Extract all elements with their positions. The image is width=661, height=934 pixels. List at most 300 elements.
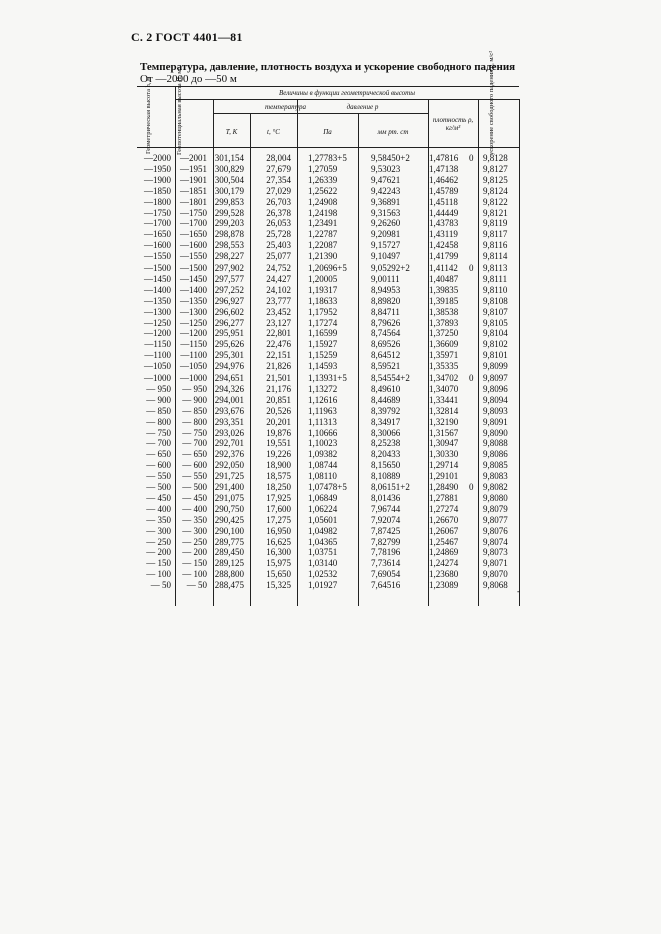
density-marker: 0 [469,153,474,163]
table-cell: 9,26260 [371,218,401,229]
table-cell: 9,8091 [483,416,508,427]
table-row [137,581,519,589]
header-gravity: ускорение свободного падения g, м/с² [488,50,495,155]
table-cell: 18,575 [266,471,291,482]
table-cell: 9,8073 [483,547,508,558]
table-cell: —1350 [180,295,207,306]
table-row [137,230,519,238]
table-cell: 1,41799 [429,251,459,262]
table-cell: 23,127 [266,317,291,328]
table-row [137,165,519,173]
table-cell: 7,92074 [371,514,401,525]
table-cell: 1,47138 [429,163,459,174]
table-row [137,198,519,206]
table-cell: — 200 [182,547,207,558]
table-cell: 25,403 [266,240,291,251]
table-cell: —1901 [180,174,207,185]
table-cell: 8,79626 [371,317,401,328]
table-cell: 1,10666 [308,427,338,438]
table-cell: — 50 [150,580,171,591]
table-row [137,461,519,469]
table-cell: 8,39792 [371,405,401,416]
table-cell: —1100 [144,350,171,361]
table-cell: 1,43783 [429,218,459,229]
table-cell: 298,227 [214,251,244,262]
table-row [137,385,519,393]
table-cell: — 850 [182,405,207,416]
table-cell: 7,73614 [371,558,401,569]
table-cell: 27,354 [266,174,291,185]
table-cell: — 800 [146,416,171,427]
table-cell: 297,902 [214,263,244,273]
table-cell: 9,8127 [483,163,508,174]
table-cell: —1750 [180,207,207,218]
table-cell: —1500 [180,263,207,273]
table-cell: 292,050 [214,460,244,471]
table-cell: 1,26670 [429,514,459,525]
table-cell: 8,54554+2 [371,373,410,383]
table-cell: 1,27274 [429,503,459,514]
table-cell: 7,64516 [371,580,401,591]
table-cell: — 350 [182,514,207,525]
table-cell: — 450 [146,492,171,503]
table-cell: 1,05601 [308,514,338,525]
table-cell: 9,8110 [483,284,508,295]
table-cell: 1,06224 [308,503,338,514]
table-cell: —1300 [180,306,207,317]
table-cell: 18,250 [266,482,291,492]
table-cell: 289,125 [214,558,244,569]
table-cell: 296,277 [214,317,244,328]
table-cell: 17,600 [266,503,291,514]
table-cell: — 150 [146,558,171,569]
table-row [137,494,519,502]
table-cell: 1,20005 [308,273,338,284]
table-cell: —1200 [144,328,171,339]
table-cell: 1,23680 [429,569,459,580]
table-cell: —1600 [180,240,207,251]
table-cell: 299,853 [214,196,244,207]
table-cell: 290,425 [214,514,244,525]
table-cell: 1,30947 [429,438,459,449]
table-cell: — 900 [146,394,171,405]
table-cell: 1,28490 [429,482,459,492]
table-row [137,187,519,195]
table-cell: 22,151 [266,350,291,361]
table-cell: 292,376 [214,449,244,460]
table-cell: — 900 [182,394,207,405]
table-cell: 1,35335 [429,361,459,372]
table-cell: — 450 [182,492,207,503]
table-cell: 1,17952 [308,306,338,317]
table-cell: —1150 [144,339,171,350]
table-cell: 1,06849 [308,492,338,503]
table-cell: 9,8104 [483,328,508,339]
table-cell: — 650 [182,449,207,460]
table-cell: — 350 [146,514,171,525]
table-cell: 9,8117 [483,229,508,240]
table-cell: 7,87425 [371,525,401,536]
table-cell: 290,750 [214,503,244,514]
table-cell: — 50 [186,580,207,591]
table-cell: — 250 [182,536,207,547]
table-cell: —1250 [144,317,171,328]
table-cell: 1,45789 [429,185,459,196]
table-cell: 1,34070 [429,383,459,394]
table-cell: 1,25622 [308,185,338,196]
table-cell: 1,09382 [308,449,338,460]
table-cell: 1,47816 [429,153,459,163]
table-cell: 288,800 [214,569,244,580]
table-cell: 19,876 [266,427,291,438]
table-row [137,505,519,513]
table-cell: 9,8102 [483,339,508,350]
table-cell: — 500 [182,482,207,492]
table-cell: —1150 [180,339,207,350]
table-cell: —1600 [144,240,171,251]
table-cell: —1700 [180,218,207,229]
table-cell: 9,8113 [483,263,508,273]
table-cell: 1,27881 [429,492,459,503]
table-cell: 1,04365 [308,536,338,547]
table-cell: 1,41142 [429,263,458,273]
table-cell: 16,300 [266,547,291,558]
table-cell: 7,96744 [371,503,401,514]
table-cell: 23,452 [266,306,291,317]
table-cell: —1851 [180,185,207,196]
table-cell: 1,11963 [308,405,337,416]
table-cell: 1,20696+5 [308,263,347,273]
table-cell: — 750 [146,427,171,438]
table-cell: —1350 [144,295,171,306]
table-cell: 9,58450+2 [371,153,410,163]
table-cell: — 950 [182,383,207,394]
table-cell: 295,301 [214,350,244,361]
table-cell: 8,10889 [371,471,401,482]
table-cell: 290,100 [214,525,244,536]
table-cell: 9,8105 [483,317,508,328]
table-cell: 9,8077 [483,514,508,525]
table-cell: 17,275 [266,514,291,525]
table-row [137,209,519,217]
table-cell: 8,84711 [371,306,400,317]
table-cell: 15,325 [266,580,291,591]
table-cell: 9,8070 [483,569,508,580]
header-density: плотность ρ, кг/м³ [432,116,474,132]
table-cell: 1,37893 [429,317,459,328]
table-cell: 1,26067 [429,525,459,536]
table-cell: 9,8097 [483,373,508,383]
table-row [137,219,519,227]
table-row [137,559,519,567]
table-cell: 288,475 [214,580,244,591]
table-cell: 9,8124 [483,185,508,196]
table-cell: — 300 [182,525,207,536]
table-cell: 9,00111 [371,273,400,284]
table-cell: 9,8093 [483,405,508,416]
table-cell: 297,252 [214,284,244,295]
header-geopotential-height: Геопотенциальная высота H, м [176,69,183,155]
table-row [137,548,519,556]
table-cell: 292,701 [214,438,244,449]
table-cell: — 600 [182,460,207,471]
table-cell: — 700 [146,438,171,449]
table-row [137,275,519,283]
table-cell: 9,8108 [483,295,508,306]
table-cell: 9,8099 [483,361,508,372]
table-cell: 1,35971 [429,350,459,361]
table-cell: 291,400 [214,482,244,492]
table-cell: 294,651 [214,373,244,383]
table-cell: 1,44449 [429,207,459,218]
table-cell: 8,49610 [371,383,401,394]
table-row [137,516,519,524]
table-row [137,241,519,249]
table-cell: 24,102 [266,284,291,295]
table-cell: —1951 [180,163,207,174]
table-cell: 300,504 [214,174,244,185]
table-cell: 9,8090 [483,427,508,438]
table-cell: 9,8088 [483,438,508,449]
table-cell: 1,15259 [308,350,338,361]
table-cell: 21,826 [266,361,291,372]
table-cell: 9,8076 [483,525,508,536]
table-cell: 1,32814 [429,405,459,416]
table-cell: — 750 [182,427,207,438]
table-cell: 1,10023 [308,438,338,449]
table-cell: 1,21390 [308,251,338,262]
table-cell: 294,326 [214,383,244,394]
table-cell: 9,8083 [483,471,508,482]
table-cell: —1300 [144,306,171,317]
table-row [137,538,519,546]
table-cell: 295,626 [214,339,244,350]
table-cell: 1,14593 [308,361,338,372]
table-cell: 1,43119 [429,229,458,240]
table-cell: 7,82799 [371,536,401,547]
table-cell: 1,04982 [308,525,338,536]
table-cell: 1,08110 [308,471,337,482]
table-cell: 289,450 [214,547,244,558]
table-row [137,264,519,272]
table-cell: 1,17274 [308,317,338,328]
table-cell: —1450 [180,273,207,284]
table-cell: —1700 [144,218,171,229]
table-cell: 22,476 [266,339,291,350]
table-row [137,308,519,316]
table-cell: 1,42458 [429,240,459,251]
table-cell: 8,01436 [371,492,401,503]
table-cell: 295,951 [214,328,244,339]
table-cell: 1,18633 [308,295,338,306]
table-cell: 9,8094 [483,394,508,405]
table-cell: 8,44689 [371,394,401,405]
table-cell: 8,25238 [371,438,401,449]
table-cell: —1050 [180,361,207,372]
table-cell: 1,08744 [308,460,338,471]
table-cell: — 650 [146,449,171,460]
table-cell: 1,31567 [429,427,459,438]
table-cell: —2000 [144,153,171,163]
table-cell: 8,74564 [371,328,401,339]
table-cell: 1,24274 [429,558,459,569]
table-cell: 9,8111 [483,273,508,284]
table-cell: 1,13931+5 [308,373,347,383]
table-cell: — 700 [182,438,207,449]
table-cell: — 550 [182,471,207,482]
header-pressure: давление p [346,103,379,111]
table-cell: —1050 [144,361,171,372]
table-cell: 8,34917 [371,416,401,427]
table-cell: 26,378 [266,207,291,218]
table-row [137,319,519,327]
table-cell: 1,24869 [429,547,459,558]
table-cell: 293,351 [214,416,244,427]
table-cell: 19,226 [266,449,291,460]
table-cell: 1,34702 [429,373,459,383]
table-cell: 8,94953 [371,284,401,295]
table-cell: 1,36609 [429,339,459,350]
table-cell: 294,001 [214,394,244,405]
table-cell: 296,602 [214,306,244,317]
table-cell: 8,89820 [371,295,401,306]
header-pa: Па [323,128,332,136]
header-temperature: температура [265,103,306,111]
table-cell: —1800 [144,196,171,207]
table-cell: 9,8122 [483,196,508,207]
table-cell: 9,8107 [483,306,508,317]
table-cell: 1,30330 [429,449,459,460]
table-cell: 1,29714 [429,460,459,471]
table-cell: 293,026 [214,427,244,438]
table-cell: 297,577 [214,273,244,284]
table-cell: 26,703 [266,196,291,207]
table-cell: — 100 [182,569,207,580]
table-cell: 9,31563 [371,207,401,218]
table-cell: —1750 [144,207,171,218]
table-row [137,439,519,447]
table-cell: —1550 [144,251,171,262]
table-cell: —1400 [180,284,207,295]
table-cell: 298,553 [214,240,244,251]
table-cell: —1100 [180,350,207,361]
table-row [137,252,519,260]
table-cell: 1,40487 [429,273,459,284]
table-cell: 9,8125 [483,174,508,185]
table-cell: 1,46462 [429,174,459,185]
table-cell: 24,427 [266,273,291,284]
table-cell: 301,154 [214,153,244,163]
table-cell: 300,829 [214,163,244,174]
table-cell: 1,37250 [429,328,459,339]
table-cell: 23,777 [266,295,291,306]
table-cell: 9,15727 [371,240,401,251]
header-t: t, °C [267,128,280,136]
table-cell: 289,775 [214,536,244,547]
table-cell: 28,004 [266,153,291,163]
table-cell: 8,30066 [371,427,401,438]
table-cell: 9,8114 [483,251,508,262]
table-cell: — 400 [182,503,207,514]
table-cell: 8,15650 [371,460,401,471]
table-cell: 27,029 [266,185,291,196]
table-cell: 16,625 [266,536,291,547]
table-cell: — 250 [146,536,171,547]
table-cell: 7,69054 [371,569,401,580]
table-cell: 1,15927 [308,339,338,350]
table-cell: 9,8071 [483,558,508,569]
density-marker: 0 [469,263,474,273]
table-cell: 21,501 [266,373,291,383]
table-cell: 300,179 [214,185,244,196]
table-cell: —1000 [144,373,171,383]
table-cell: 25,077 [266,251,291,262]
table-cell: 9,53023 [371,163,401,174]
table-cell: 7,78196 [371,547,401,558]
table-row [137,472,519,480]
table-cell: 291,725 [214,471,244,482]
table-row [137,286,519,294]
table-cell: 9,8079 [483,503,508,514]
table-cell: 27,679 [266,163,291,174]
table-row [137,527,519,535]
table-cell: 1,07478+5 [308,482,347,492]
table-cell: 1,45118 [429,196,458,207]
table-cell: 20,201 [266,416,291,427]
table-row [137,329,519,337]
table-cell: 1,24908 [308,196,338,207]
table-cell: — 400 [146,503,171,514]
table-cell: 1,22087 [308,240,338,251]
table-cell: 9,8080 [483,492,508,503]
table-row [137,176,519,184]
table-row [137,429,519,437]
table-cell: — 300 [146,525,171,536]
table-cell: 9,8119 [483,218,508,229]
table-cell: 1,19317 [308,284,338,295]
table-cell: 1,03751 [308,547,338,558]
table-cell: —1200 [180,328,207,339]
table-cell: 9,8068 [483,580,508,591]
table-cell: — 800 [182,416,207,427]
table-cell: — 850 [146,405,171,416]
table-cell: 18,900 [266,460,291,471]
table-cell: 1,01927 [308,580,338,591]
table-cell: 8,64512 [371,350,401,361]
density-marker: 0 [469,482,474,492]
footer-mark: - [517,586,520,596]
table-cell: —1650 [180,229,207,240]
table-cell: 8,06151+2 [371,482,410,492]
table-cell: 20,526 [266,405,291,416]
table-cell: 9,8116 [483,240,508,251]
table-cell: 21,176 [266,383,291,394]
table-cell: — 600 [146,460,171,471]
table-cell: 9,47621 [371,174,401,185]
table-cell: 1,27783+5 [308,153,347,163]
table-cell: — 150 [182,558,207,569]
table-cell: 1,26339 [308,174,338,185]
header-geometric-height: Геометрическая высота h, м [145,76,152,154]
table-row [137,396,519,404]
table-row [137,407,519,415]
table-cell: —1850 [144,185,171,196]
table-cell: 9,8085 [483,460,508,471]
table-cell: 1,27059 [308,163,338,174]
table-row [137,297,519,305]
table-cell: 8,59521 [371,361,401,372]
header-T: T, K [225,128,238,136]
